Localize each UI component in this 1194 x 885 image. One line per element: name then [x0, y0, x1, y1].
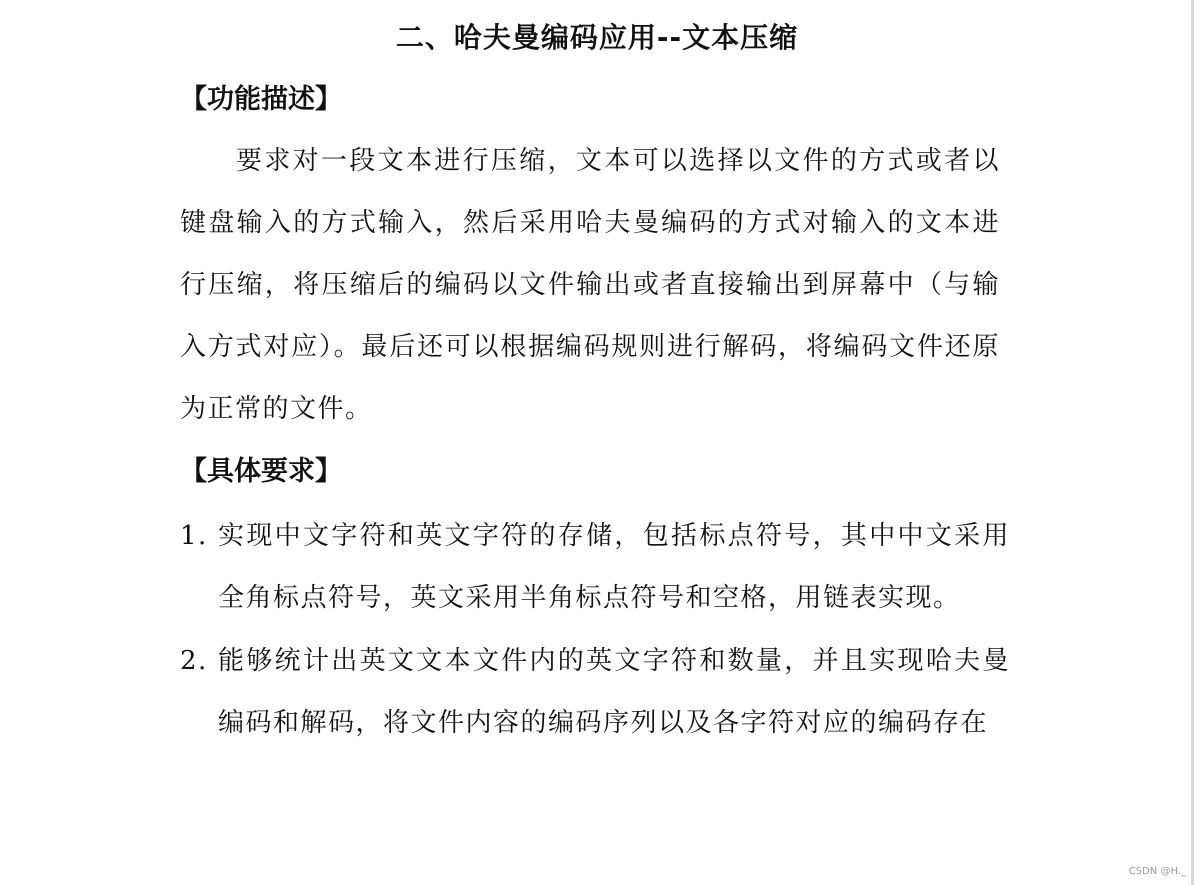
requirement-list-item: [180, 630, 1010, 754]
list-item-text: 能够统计出英文文本文件内的英文字符和数量，并且实现哈夫曼编码和解码，将文件内容的编码序列以及各字符对应的编码存在: [218, 646, 1010, 738]
document-title: 二、哈夫曼编码应用--文本压缩: [395, 21, 799, 54]
list-item-number: 1.: [180, 521, 208, 551]
list-item-text: 实现中文字符和英文字符的存储，包括标点符号，其中中文采用全角标点符号，英文采用半角标点符号和空格，用链表实现。: [218, 521, 1010, 613]
list-item-number: 2.: [180, 646, 208, 676]
watermark: CSDN @H._: [1128, 866, 1186, 877]
section-heading-function-description: 【功能描述】: [180, 84, 342, 115]
function-description-paragraph: 要求对一段文本进行压缩，文本可以选择以文件的方式或者以键盘输入的方式输入，然后采用哈夫曼编码的方式对输入的文本进行压缩，将压缩后的编码以文件输出或者直接输出到屏幕中（与输入方式对应）。最后还可以根据编码规则进行解码，将编码文件还原为正常的文件。: [180, 146, 1000, 424]
section-heading-specific-requirements: 【具体要求】: [180, 456, 342, 487]
requirement-list-item: [180, 505, 1010, 629]
